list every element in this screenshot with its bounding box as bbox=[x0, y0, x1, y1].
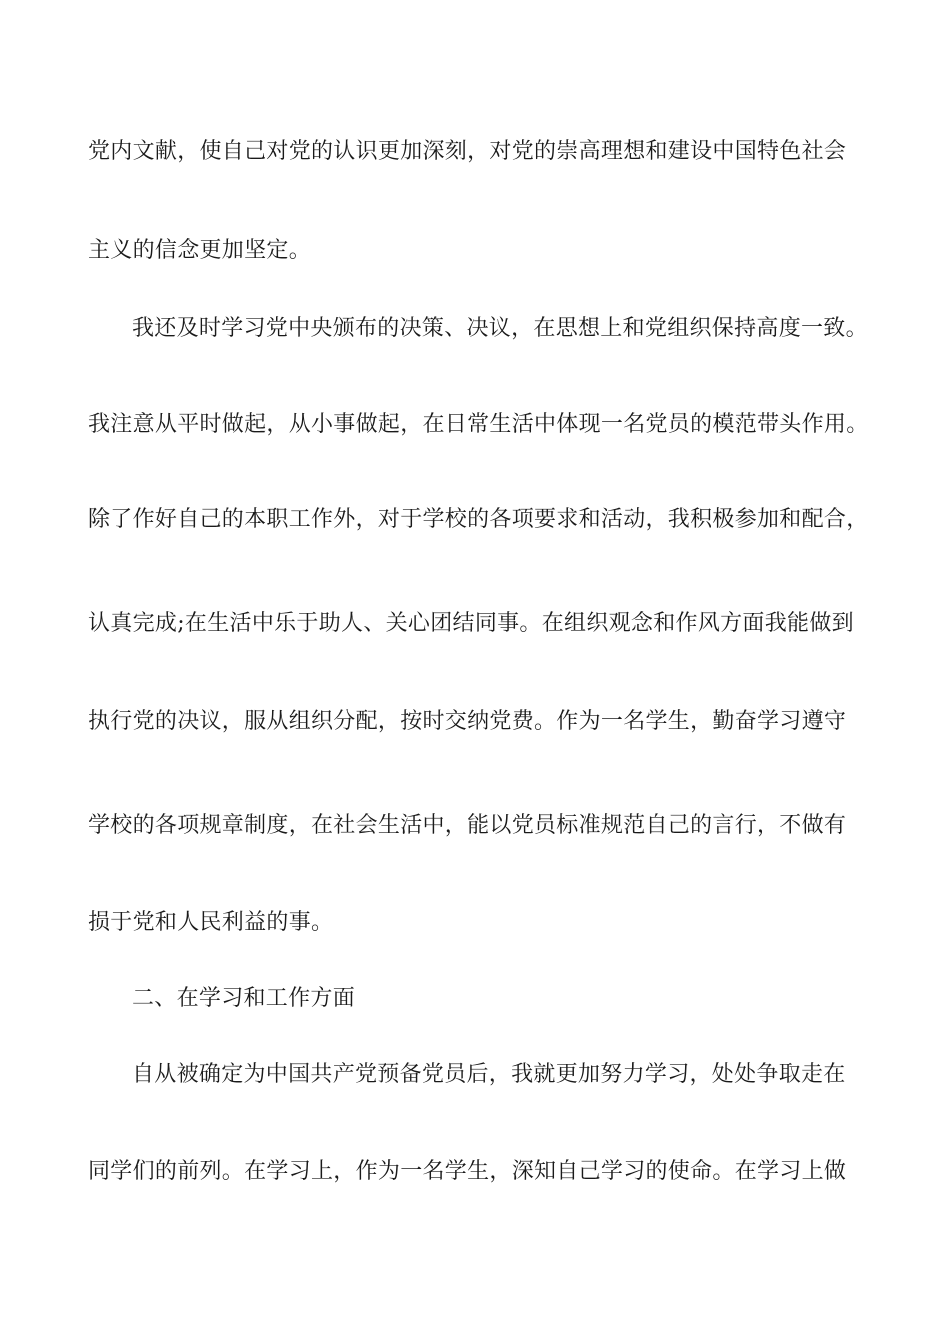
paragraph-line: 党内文献，使自己对党的认识更加深刻，对党的崇高理想和建设中国特色社会 bbox=[88, 139, 847, 164]
section-heading: 二、在学习和工作方面 bbox=[132, 986, 356, 1011]
paragraph-line: 认真完成;在生活中乐于助人、关心团结同事。在组织观念和作风方面我能做到 bbox=[88, 611, 854, 636]
paragraph-line: 损于党和人民利益的事。 bbox=[88, 910, 334, 935]
paragraph-line: 除了作好自己的本职工作外，对于学校的各项要求和活动，我积极参加和配合， bbox=[88, 507, 869, 532]
paragraph-line: 自从被确定为中国共产党预备党员后，我就更加努力学习，处处争取走在 bbox=[132, 1062, 846, 1087]
paragraph-line: 学校的各项规章制度，在社会生活中，能以党员标准规范自己的言行，不做有 bbox=[88, 813, 847, 838]
paragraph-line: 执行党的决议，服从组织分配，按时交纳党费。作为一名学生，勤奋学习遵守 bbox=[88, 709, 847, 734]
paragraph-line: 同学们的前列。在学习上，作为一名学生，深知自己学习的使命。在学习上做 bbox=[88, 1159, 847, 1184]
paragraph-line: 主义的信念更加坚定。 bbox=[88, 238, 312, 263]
paragraph-line: 我还及时学习党中央颁布的决策、决议，在思想上和党组织保持高度一致。 bbox=[132, 316, 868, 341]
paragraph-line: 我注意从平时做起，从小事做起，在日常生活中体现一名党员的模范带头作用。 bbox=[88, 412, 869, 437]
